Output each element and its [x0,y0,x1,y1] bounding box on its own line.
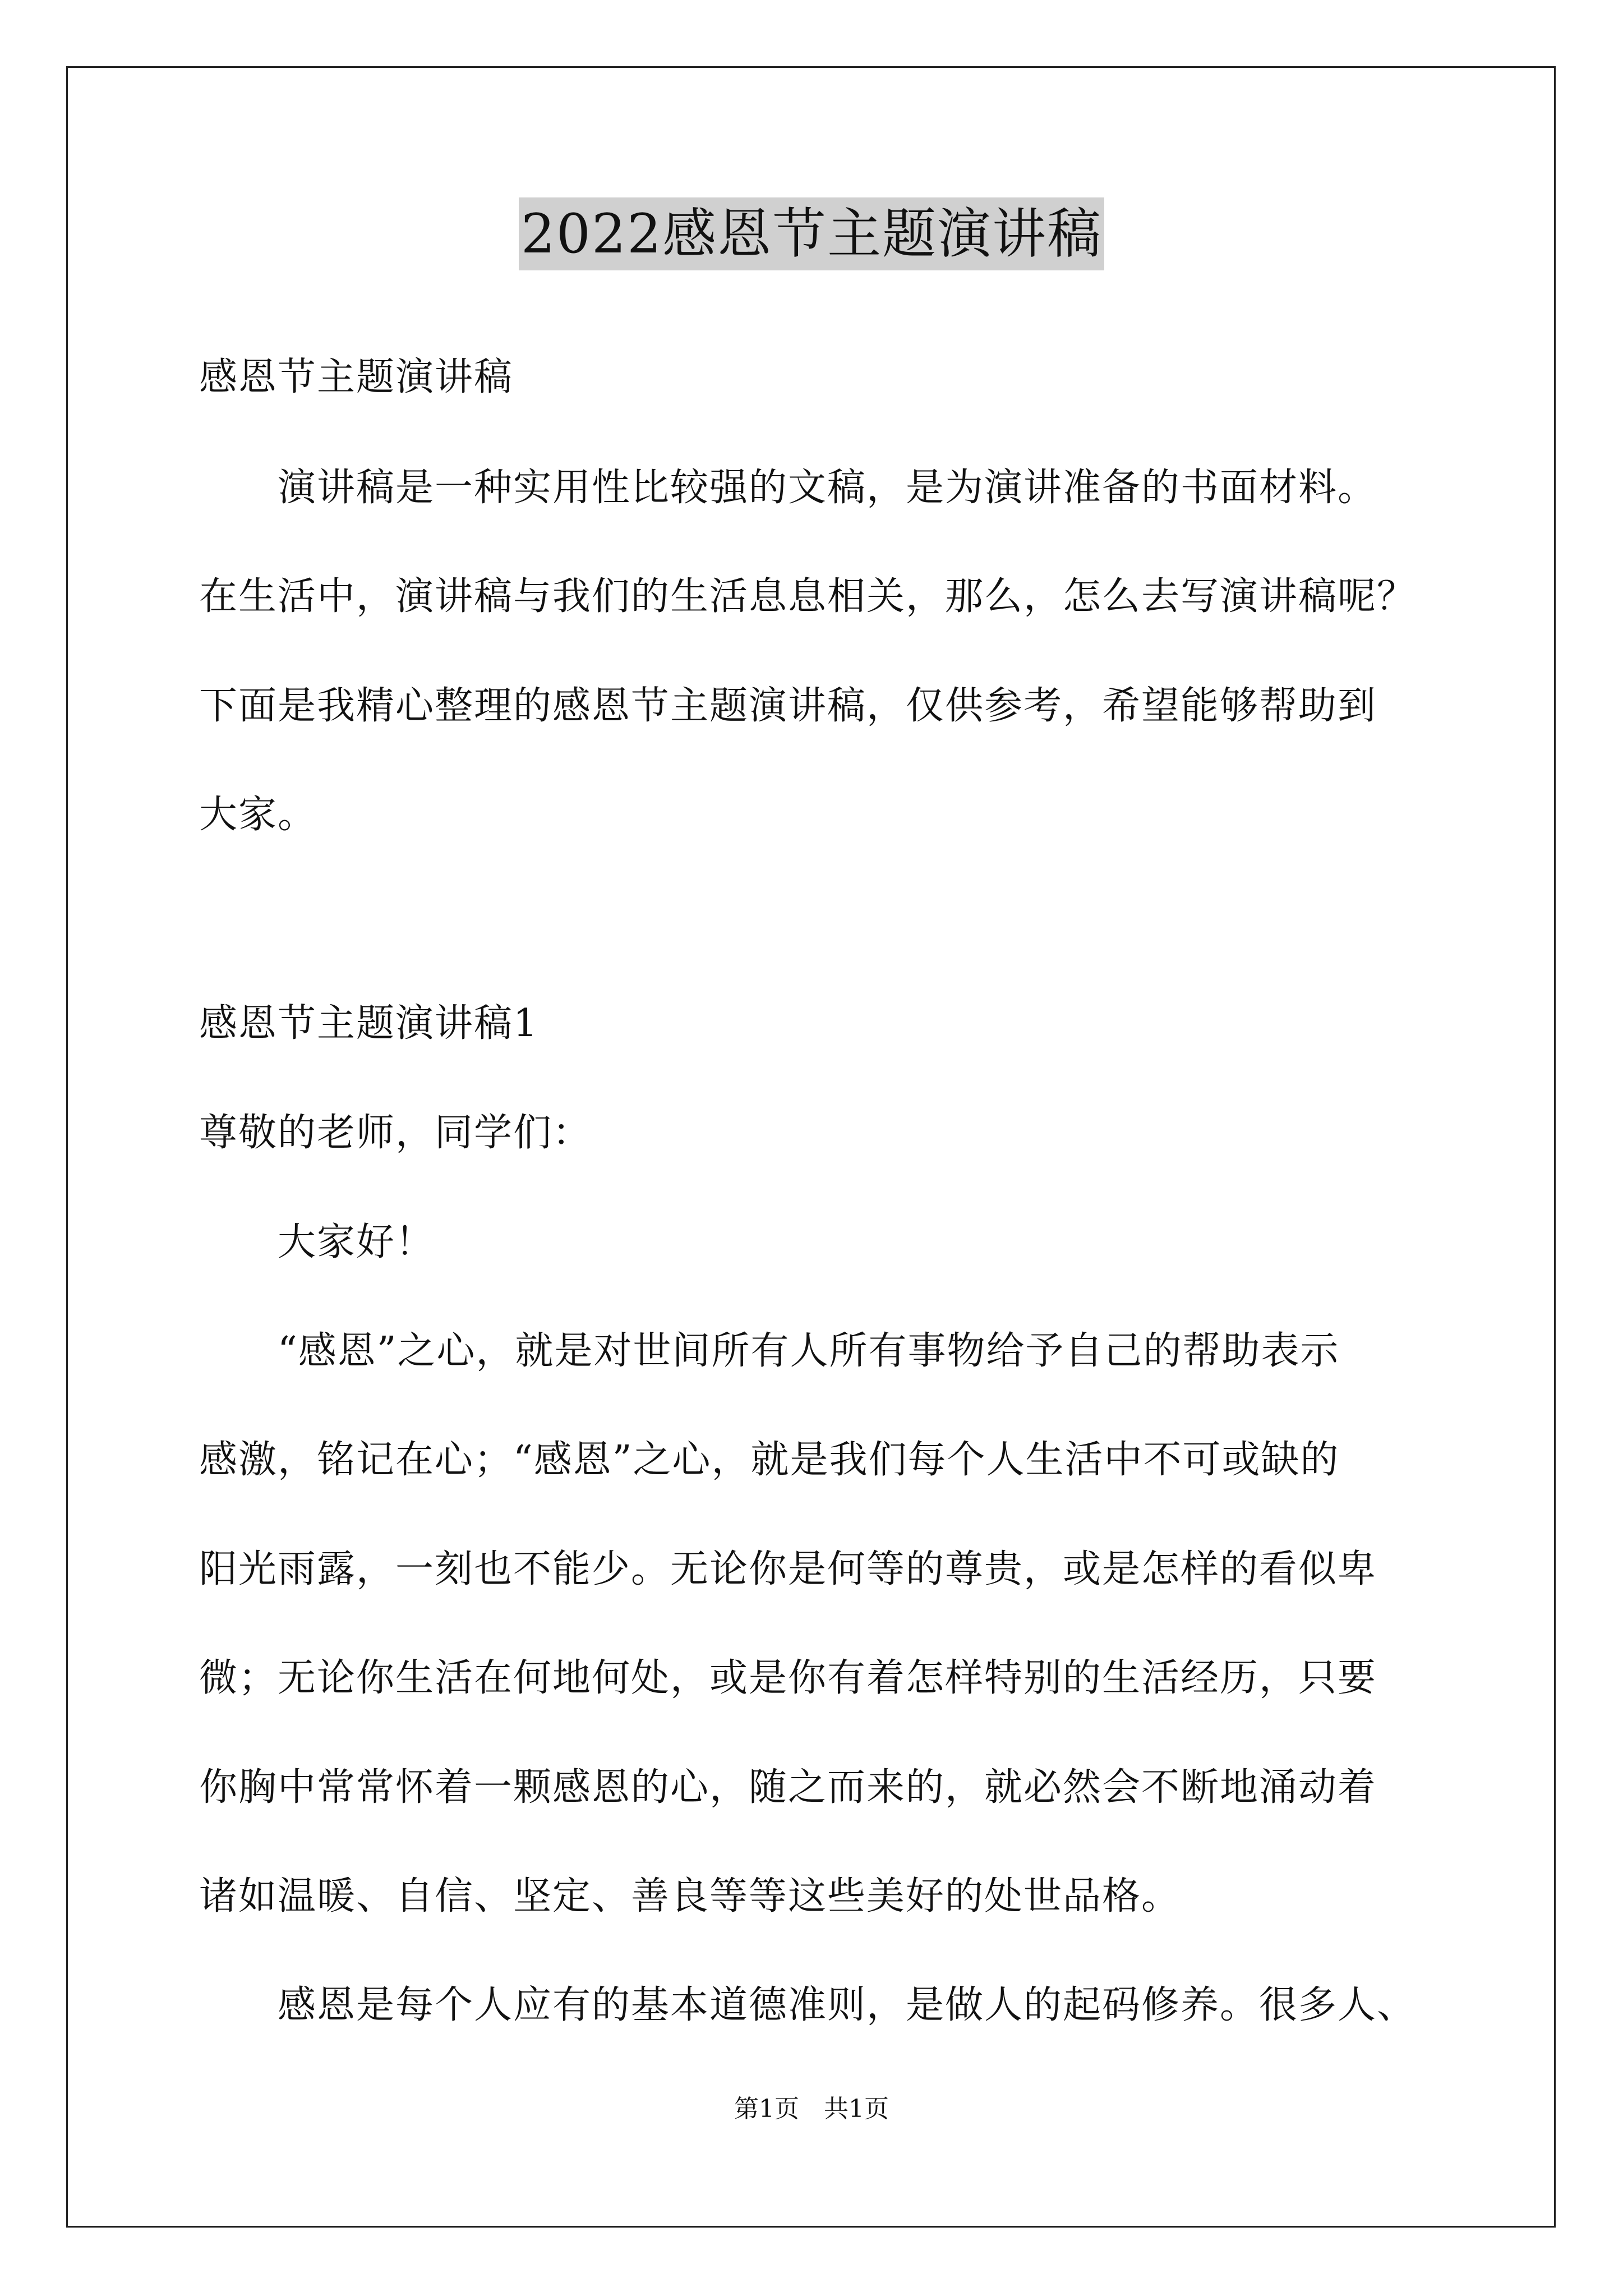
paragraph-line: 微；无论你生活在何地何处，或是你有着怎样特别的生活经历，只要 [199,1656,1377,1700]
paragraph-line: 感恩是每个人应有的基本道德准则，是做人的起码修养。很多人、 [199,1983,1417,2027]
paragraph-line: “感恩”之心，就是对世间所有人所有事物给予自己的帮助表示 [199,1329,1340,1373]
salutation-line: 尊敬的老师，同学们： [199,1111,592,1155]
subtitle-line: 感恩节主题演讲稿 [199,355,514,399]
paragraph-line: 在生活中，演讲稿与我们的生活息息相关，那么，怎么去写演讲稿呢？ [199,574,1417,619]
paragraph-line: 大家。 [199,793,317,837]
paragraph-line: 诸如温暖、自信、坚定、善良等等这些美好的处世品格。 [199,1874,1181,1918]
paragraph-line: 感激，铭记在心；“感恩”之心，就是我们每个人生活中不可或缺的 [199,1438,1340,1482]
paragraph-line: 阳光雨露，一刻也不能少。无论你是何等的尊贵，或是怎样的看似卑 [199,1547,1377,1591]
title-container [0,197,1623,270]
paragraph-line: 演讲稿是一种实用性比较强的文稿，是为演讲准备的书面材料。 [199,466,1377,510]
paragraph-line: 你胸中常常怀着一颗感恩的心，随之而来的，就必然会不断地涌动着 [199,1765,1377,1810]
page-footer: 第1页 共1页 [734,2095,889,2123]
greeting-line: 大家好！ [199,1220,435,1264]
document-title: 2022感恩节主题演讲稿 [519,197,1104,270]
section-heading: 感恩节主题演讲稿1 [199,1001,539,1046]
paragraph-line: 下面是我精心整理的感恩节主题演讲稿，仅供参考，希望能够帮助到 [199,684,1377,728]
